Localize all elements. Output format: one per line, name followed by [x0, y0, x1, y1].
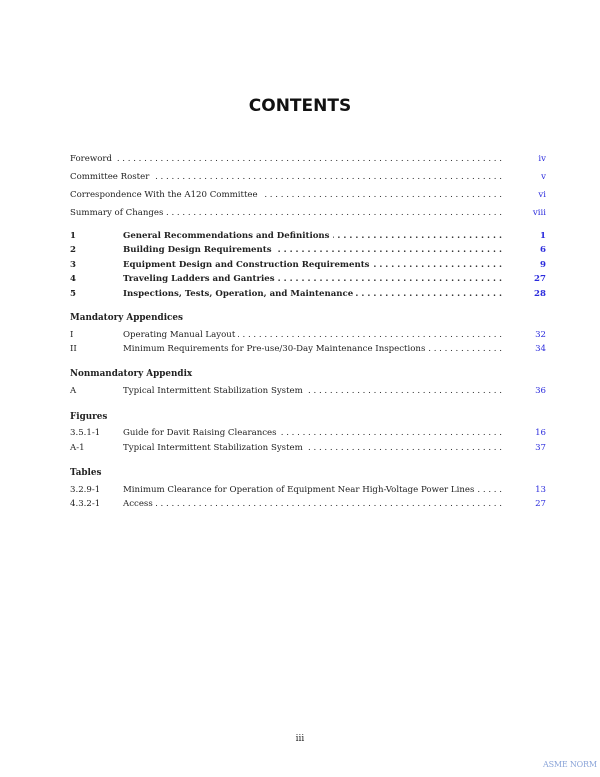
dot-leader	[306, 385, 502, 398]
section-heading-tables: Tables	[70, 468, 102, 478]
toc-entry-committee-roster[interactable]	[70, 171, 546, 184]
table-number: 4.3.2-1	[70, 499, 101, 509]
toc-entry-foreword[interactable]	[70, 153, 546, 166]
dot-leader	[306, 442, 502, 455]
entry-title: Equipment Design and Construction Requirements	[123, 260, 370, 270]
entry-title: Foreword	[70, 154, 112, 164]
toc-chapter[interactable]	[70, 230, 546, 243]
chapter-number: 2	[70, 245, 76, 255]
page-link[interactable]: iv	[538, 154, 546, 164]
toc-chapter[interactable]	[70, 244, 546, 257]
dot-leader	[166, 207, 502, 220]
appendix-number: A	[70, 386, 77, 396]
toc-entry-correspondence[interactable]	[70, 189, 546, 202]
toc-table[interactable]	[70, 484, 546, 497]
section-heading-mandatory: Mandatory Appendices	[70, 313, 183, 323]
page-link[interactable]: 6	[540, 245, 546, 255]
entry-title: Guide for Davit Raising Clearances	[123, 428, 277, 438]
watermark-logo: ASME NORM	[543, 760, 597, 769]
entry-title: Typical Intermittent Stabilization System	[123, 443, 303, 453]
toc-chapter[interactable]	[70, 273, 546, 286]
page-link[interactable]: 36	[535, 386, 546, 396]
page-link[interactable]: 27	[534, 274, 546, 284]
entry-title: General Recommendations and Definitions	[123, 231, 330, 241]
page-number: iii	[295, 734, 305, 744]
section-heading-nonmandatory: Nonmandatory Appendix	[70, 369, 193, 379]
toc-appendix[interactable]	[70, 385, 546, 398]
page-link[interactable]: 34	[535, 344, 546, 354]
figure-number: A-1	[70, 443, 85, 453]
dot-leader	[115, 153, 502, 166]
appendix-number: II	[70, 344, 77, 354]
dot-leader	[152, 171, 502, 184]
page-link[interactable]: 1	[540, 231, 546, 241]
toc-appendix[interactable]	[70, 343, 546, 356]
page-link[interactable]: 9	[540, 260, 546, 270]
dot-leader	[278, 273, 502, 286]
dot-leader	[333, 230, 502, 243]
page-link[interactable]: 27	[535, 499, 546, 509]
entry-title: Minimum Requirements for Pre-use/30-Day Maintenance Inspections	[123, 344, 426, 354]
figure-number: 3.5.1-1	[70, 428, 101, 438]
entry-title: Access	[123, 499, 153, 509]
dot-leader	[477, 484, 502, 497]
page-title: CONTENTS	[248, 96, 352, 116]
page-link[interactable]: vi	[538, 190, 546, 200]
toc-entry-summary-of-changes[interactable]	[70, 207, 546, 220]
dot-leader	[156, 498, 502, 511]
dot-leader	[356, 288, 502, 301]
page-link[interactable]: v	[541, 172, 546, 182]
page-link[interactable]: 16	[535, 428, 546, 438]
page-link[interactable]: 28	[534, 289, 546, 299]
entry-title: Correspondence With the A120 Committee	[70, 190, 258, 200]
chapter-number: 4	[70, 274, 76, 284]
entry-title: Inspections, Tests, Operation, and Maintenance	[123, 289, 354, 299]
dot-leader	[428, 343, 502, 356]
dot-leader	[275, 244, 502, 257]
page-link[interactable]: 32	[535, 330, 546, 340]
entry-title: Typical Intermittent Stabilization System	[123, 386, 303, 396]
entry-title: Operating Manual Layout	[123, 330, 236, 340]
appendix-number: I	[70, 330, 74, 340]
entry-title: Committee Roster	[70, 172, 150, 182]
dot-leader	[261, 189, 502, 202]
dot-leader	[373, 259, 502, 272]
toc-chapter[interactable]	[70, 259, 546, 272]
chapter-number: 1	[70, 231, 76, 241]
page-link[interactable]: 37	[535, 443, 546, 453]
page-link[interactable]: viii	[532, 208, 546, 218]
entry-title: Traveling Ladders and Gantries	[123, 274, 275, 284]
entry-title: Summary of Changes	[70, 208, 164, 218]
page-link[interactable]: 13	[535, 485, 546, 495]
table-number: 3.2.9-1	[70, 485, 101, 495]
section-heading-figures: Figures	[70, 412, 108, 422]
dot-leader	[280, 427, 502, 440]
entry-title: Building Design Requirements	[123, 245, 272, 255]
dot-leader	[238, 329, 502, 342]
chapter-number: 5	[70, 289, 76, 299]
toc-table[interactable]	[70, 498, 546, 511]
chapter-number: 3	[70, 260, 76, 270]
toc-figure[interactable]	[70, 427, 546, 440]
toc-appendix[interactable]	[70, 329, 546, 342]
toc-figure[interactable]	[70, 442, 546, 455]
entry-title: Minimum Clearance for Operation of Equipment Near High-Voltage Power Lines	[123, 485, 475, 495]
toc-chapter[interactable]	[70, 288, 546, 301]
